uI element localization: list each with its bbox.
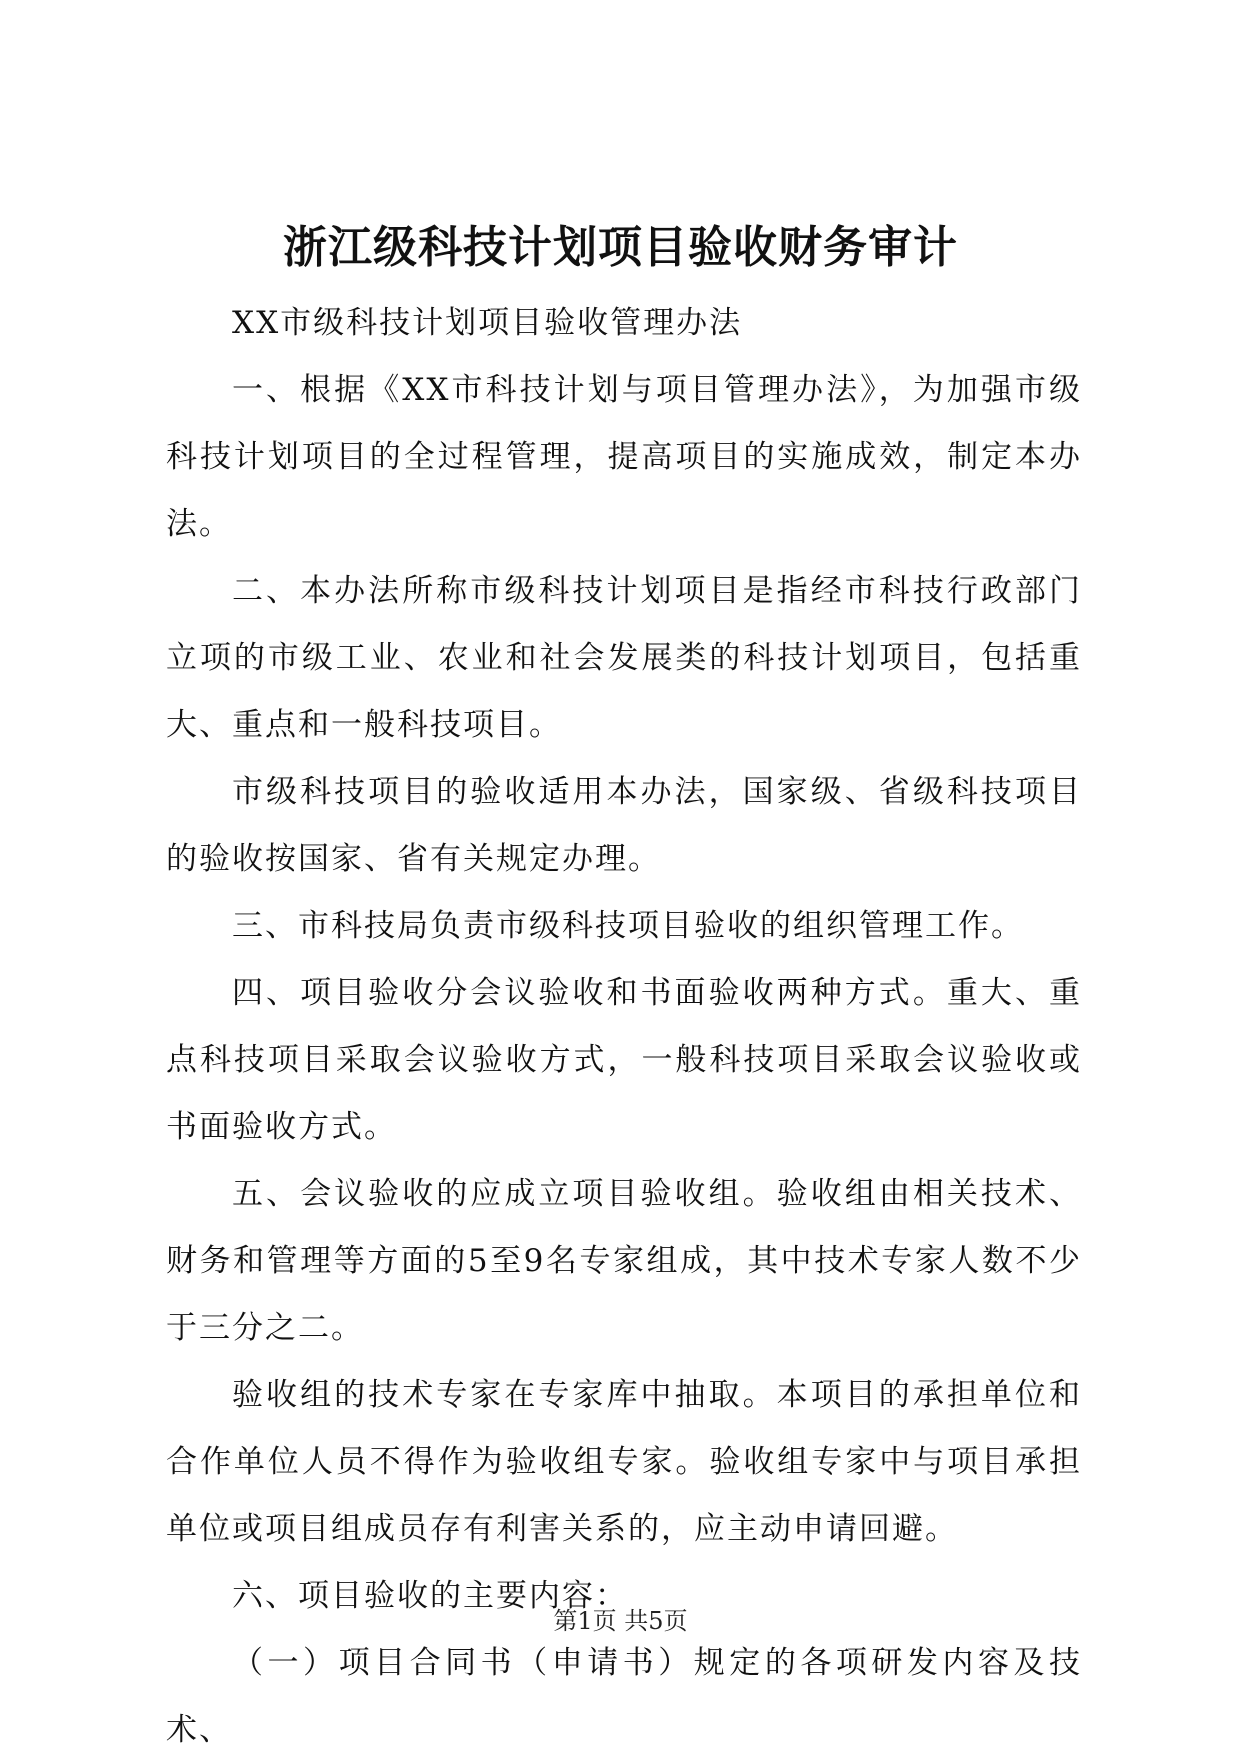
paragraph-item-2-note: 市级科技项目的验收适用本办法，国家级、省级科技项目的验收按国家、省有关规定办理。 bbox=[166, 774, 1082, 877]
document-title: 浙江级科技计划项目验收财务审计 bbox=[283, 222, 958, 273]
paragraph-item-5-note: 验收组的技术专家在专家库中抽取。本项目的承担单位和合作单位人员不得作为验收组专家。验收组专家中与项目承担单位或项目组成员存有利害关系的，应主动申请回避。 bbox=[166, 1377, 1082, 1547]
paragraph-item-5: 五、会议验收的应成立项目验收组。验收组由相关技术、财务和管理等方面的5至9名专家组成，其中技术专家人数不少于三分之二。 bbox=[166, 1176, 1082, 1346]
paragraph-item-2: 二、本办法所称市级科技计划项目是指经市科技行政部门立项的市级工业、农业和社会发展类的科技计划项目，包括重大、重点和一般科技项目。 bbox=[166, 573, 1082, 743]
paragraph-item-6: 六、项目验收的主要内容： bbox=[232, 1578, 628, 1614]
document-body bbox=[166, 290, 1082, 1764]
paragraph-heading: XX市级科技计划项目验收管理办法 bbox=[232, 305, 743, 341]
page-footer: 第1页 共5页 bbox=[553, 1607, 688, 1635]
paragraph-item-3: 三、市科技局负责市级科技项目验收的组织管理工作。 bbox=[232, 908, 1024, 944]
paragraph-item-4: 四、项目验收分会议验收和书面验收两种方式。重大、重点科技项目采取会议验收方式，一般科技项目采取会议验收或书面验收方式。 bbox=[166, 975, 1082, 1145]
paragraph-subitem-1: （一）项目合同书（申请书）规定的各项研发内容及技术、 bbox=[166, 1645, 1082, 1748]
paragraph-item-1: 一、根据《XX市科技计划与项目管理办法》，为加强市级科技计划项目的全过程管理，提高项目的实施成效，制定本办法。 bbox=[166, 372, 1082, 542]
